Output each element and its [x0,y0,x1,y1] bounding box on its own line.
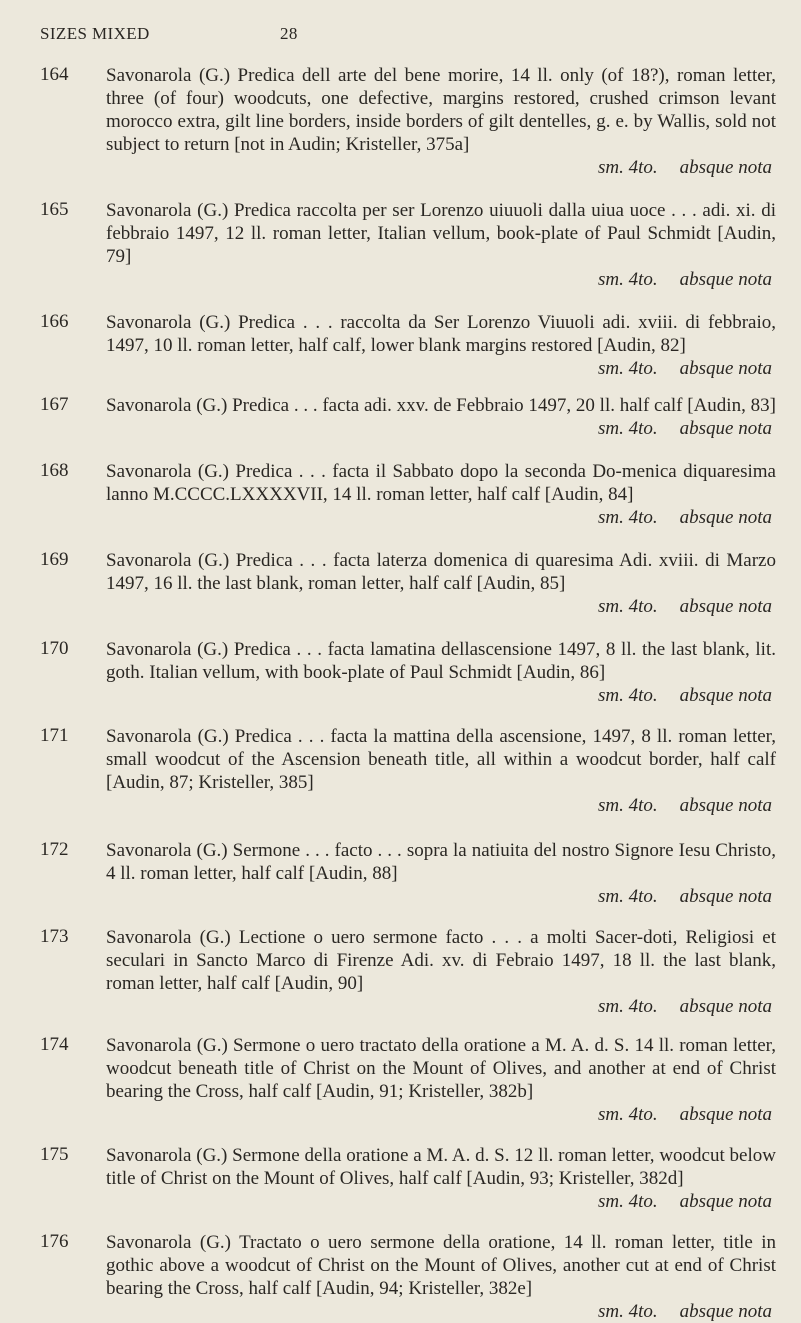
lot-format: sm. 4to. [597,1104,658,1125]
lot-format: sm. 4to. [597,795,658,816]
lot-number: 171 [40,725,69,746]
lot-note: absque nota [679,507,772,528]
lot-number: 172 [40,839,69,860]
lot-description [106,311,776,380]
page-number: 28 [280,24,298,43]
lot-format: sm. 4to. [597,157,658,178]
lot-format: sm. 4to. [597,269,658,290]
lot-number: 165 [40,199,69,220]
lot-text: Savonarola (G.) Predica . . . raccolta da Ser Lorenzo Viuuoli adi. xviii. di febbraio, 1497, 10 ll. roman letter, half calf, lower blank margins restored [Audin, 82] [106,312,776,356]
lot-note: absque nota [679,996,772,1017]
lot-format-line [106,268,776,291]
lot-note: absque nota [679,418,772,439]
section-heading: SIZES MIXED [40,24,150,43]
lot-description [106,1034,776,1126]
lot-format: sm. 4to. [597,358,658,379]
lot-description [106,1144,776,1213]
lot-format: sm. 4to. [597,507,658,528]
lot-format-line [106,506,776,529]
running-head [40,24,761,48]
lot-number: 176 [40,1231,69,1252]
lot-list [40,64,780,1323]
lot-text: Savonarola (G.) Predica . . . facta il Sabbato dopo la seconda Do-menica diquaresima lanno M.CCCC.LXXXXVII, 14 ll. roman letter, half calf [Audin, 84] [106,461,776,505]
lot-text: Savonarola (G.) Tractato o uero sermone della oratione, 14 ll. roman letter, title in gothic above a woodcut of Christ on the Mount of Olives, another cut at end of Christ bearing the Cross, half calf [Audin, 94; Kristeller, 382e] [106,1232,776,1299]
lot-description [106,549,776,618]
lot-entry [40,725,780,817]
lot-entry [40,311,780,380]
lot-entry [40,1034,780,1126]
lot-text: Savonarola (G.) Predica . . . facta laterza domenica di quaresima Adi. xviii. di Marzo 1497, 16 ll. the last blank, roman letter, half calf [Audin, 85] [106,550,776,594]
lot-format-line [106,156,776,179]
lot-description [106,1231,776,1323]
lot-text: Savonarola (G.) Predica raccolta per ser Lorenzo uiuuoli dalla uiua uoce . . . adi. xi. di febbraio 1497, 12 ll. roman letter, Italian vellum, book-plate of Paul Schmidt [Audin, 79] [106,200,776,267]
lot-entry [40,638,780,707]
lot-number: 164 [40,64,69,85]
lot-entry [40,926,780,1018]
lot-text: Savonarola (G.) Sermone o uero tractato della oratione a M. A. d. S. 14 ll. roman letter, woodcut beneath title of Christ on the Mount of Olives, and another at end of Christ bearing the Cross, half calf [Audin, 91; Kristeller, 382b] [106,1035,776,1102]
lot-description [106,460,776,529]
lot-description [106,926,776,1018]
lot-text: Savonarola (G.) Predica . . . facta lamatina dellascensione 1497, 8 ll. the last blank, lit. goth. Italian vellum, with book-plate of Paul Schmidt [Audin, 86] [106,639,776,683]
lot-description [106,839,776,908]
lot-number: 166 [40,311,69,332]
lot-entry [40,839,780,908]
lot-number: 174 [40,1034,69,1055]
lot-entry [40,1231,780,1323]
lot-note: absque nota [679,886,772,907]
lot-format-line [106,595,776,618]
lot-text: Savonarola (G.) Sermone della oratione a M. A. d. S. 12 ll. roman letter, woodcut below title of Christ on the Mount of Olives, half calf [Audin, 93; Kristeller, 382d] [106,1145,776,1189]
lot-note: absque nota [679,596,772,617]
lot-number: 173 [40,926,69,947]
lot-format: sm. 4to. [597,596,658,617]
lot-note: absque nota [679,358,772,379]
lot-format-line [106,1300,776,1323]
lot-description [106,394,776,440]
lot-format-line [106,885,776,908]
lot-format-line [106,417,776,440]
lot-format: sm. 4to. [597,996,658,1017]
lot-number: 170 [40,638,69,659]
lot-note: absque nota [679,269,772,290]
lot-note: absque nota [679,1104,772,1125]
lot-entry [40,199,780,291]
lot-entry [40,394,780,440]
lot-entry [40,460,780,529]
lot-format-line [106,1103,776,1126]
lot-text: Savonarola (G.) Sermone . . . facto . . . sopra la natiuita del nostro Signore Iesu Christo, 4 ll. roman letter, half calf [Audin, 88] [106,840,776,884]
lot-format-line [106,684,776,707]
lot-text: Savonarola (G.) Predica . . . facta adi. xxv. de Febbraio 1497, 20 ll. half calf [Audin, 83] [106,395,776,416]
lot-description [106,64,776,179]
lot-entry [40,549,780,618]
lot-number: 169 [40,549,69,570]
lot-note: absque nota [679,685,772,706]
lot-format: sm. 4to. [597,1301,658,1322]
lot-format: sm. 4to. [597,1191,658,1212]
lot-text: Savonarola (G.) Predica dell arte del bene morire, 14 ll. only (of 18?), roman letter, three (of four) woodcuts, one defective, margins restored, crushed crimson levant morocco extra, gilt line borders, inside borders of gilt dentelles, g. e. by Wallis, sold not subject to return [not in Audin; Kristeller, 375a] [106,65,776,155]
lot-note: absque nota [679,795,772,816]
lot-text: Savonarola (G.) Predica . . . facta la mattina della ascensione, 1497, 8 ll. roman letter, small woodcut of the Ascension beneath title, all within a woodcut border, half calf [Audin, 87; Kristeller, 385] [106,726,776,793]
lot-number: 168 [40,460,69,481]
lot-note: absque nota [679,157,772,178]
lot-note: absque nota [679,1191,772,1212]
lot-format: sm. 4to. [597,685,658,706]
lot-number: 175 [40,1144,69,1165]
lot-description [106,199,776,291]
lot-format: sm. 4to. [597,886,658,907]
lot-note: absque nota [679,1301,772,1322]
lot-format-line [106,357,776,380]
lot-entry [40,1144,780,1213]
lot-format-line [106,794,776,817]
lot-format: sm. 4to. [597,418,658,439]
lot-format-line [106,1190,776,1213]
lot-text: Savonarola (G.) Lectione o uero sermone facto . . . a molti Sacer-doti, Religiosi et seculari in Sancto Marco di Firenze Adi. xv. di Febraio 1497, 18 ll. the last blank, roman letter, half calf [Audin, 90] [106,927,776,994]
lot-entry [40,64,780,179]
lot-description [106,638,776,707]
lot-description [106,725,776,817]
lot-format-line [106,995,776,1018]
lot-number: 167 [40,394,69,415]
